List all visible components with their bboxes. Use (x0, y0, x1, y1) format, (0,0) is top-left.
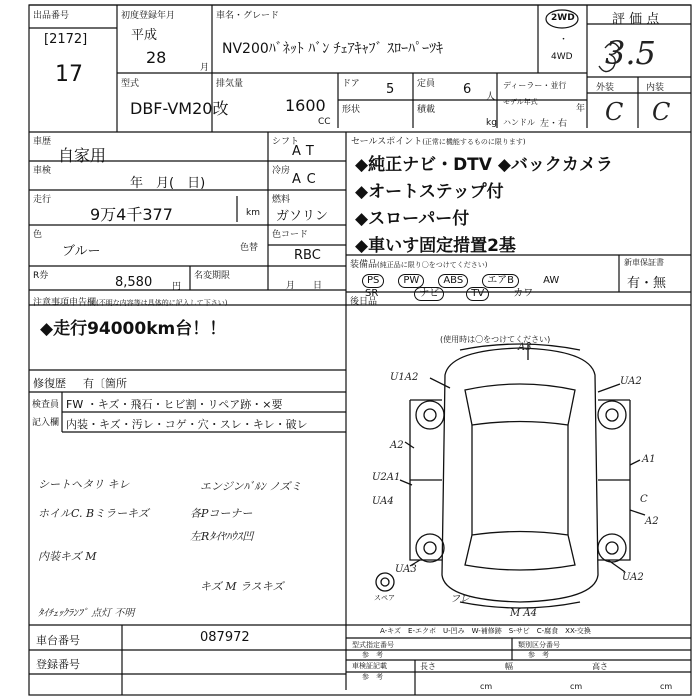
mark-a2-left: A2 (390, 440, 404, 451)
history-label: 車歴 (33, 137, 52, 147)
repair-label: 修復歴 (33, 377, 66, 390)
mark-ua2-rear-right: UA2 (622, 572, 644, 583)
exterior-label: 外装 (596, 83, 615, 93)
mileage-value: 9万4千377 (90, 205, 173, 224)
car-windshield (465, 384, 575, 425)
wheel-rear-left (416, 534, 444, 562)
model-cert-ref: 参 考 (362, 651, 383, 659)
afterwards-label: 後日品 (350, 297, 378, 307)
fuel-label: 燃料 (272, 195, 291, 205)
equipment-title: 装備品 (350, 260, 378, 270)
car-name: NV200ﾊﾞﾈｯﾄ ﾊﾞﾝ ﾁｪｱｷｬﾌﾞ ｽﾛｰﾊﾟｰﾂｷ (222, 41, 444, 57)
equip-navi: ナビ (414, 287, 444, 301)
mark-ua3: UA3 (395, 564, 417, 575)
class-label: 類別区分番号 (518, 641, 560, 649)
color-value: ブルー (62, 244, 101, 259)
handle-label: ハンドル (503, 118, 535, 127)
equip-tv: TV (466, 287, 489, 301)
equip-ps: PS (362, 274, 384, 288)
yen-unit: 円 (172, 282, 182, 292)
first-reg-era: 平成 (131, 28, 158, 43)
mark-a2-right: A2 (645, 516, 659, 527)
year-unit: 年 (576, 104, 586, 114)
capacity-value: 6 (463, 82, 472, 97)
shift-value: AT (292, 144, 320, 159)
color-code-label: 色コード (272, 230, 309, 240)
hand-note-7: 左Rﾀｲﾔﾊｳｽ凹 (190, 530, 254, 543)
inspector-row-1: FW ・キズ・飛石・ヒビ割・リペア跡・×要 (66, 398, 283, 411)
notes-text: ◆走行94000km台！！ (40, 319, 227, 339)
lot-label: 出品番号 (33, 11, 70, 21)
spare-label: スペア (374, 594, 395, 602)
equip-aw: AW (543, 275, 560, 286)
sales-points-label (351, 134, 526, 147)
hand-note-8: キズ M ラスキズ (200, 580, 284, 593)
mark-m-a4: M A4 (510, 608, 538, 619)
equip-leather: カワ (513, 288, 534, 299)
dims-ref: 参 考 (362, 673, 383, 681)
equipment-note: (純正品に限り〇をつけてください) (377, 261, 488, 269)
km-unit: km (246, 208, 260, 218)
title-deadline-label: 名変期限 (194, 271, 231, 281)
mark-ua4: UA4 (372, 496, 394, 507)
damage-legend: A-キズ E-エクボ U-凹み W-補修跡 S-サビ C-腐食 XX-交換 (380, 627, 591, 635)
fuel-value: ガソリン (276, 209, 329, 224)
color-change-label: 色替 (240, 243, 259, 253)
sales-point-2: ◆オートステップ付 (355, 182, 504, 202)
car-rear-window (465, 532, 575, 571)
person-unit: 人 (486, 92, 496, 102)
sales-point-4: ◆車いす固定措置2基 (355, 236, 516, 256)
hand-note-6: 各Pコーナー (190, 507, 253, 520)
interior-grade: C (652, 98, 671, 126)
sales-point-3: ◆スローパー付 (355, 209, 470, 229)
lot-code: [2172] (44, 32, 88, 47)
equip-sr: SR (365, 288, 379, 299)
length-unit: cm (480, 682, 493, 691)
lot-number: 17 (55, 62, 83, 87)
inspector-label-top: 検査員 (32, 400, 60, 410)
mark-c: C (640, 494, 648, 505)
inspector-row-2: 内装・キズ・汚レ・コゲ・穴・スレ・キレ・破レ (66, 418, 308, 431)
inspection-value: 年 月( 日) (130, 176, 206, 191)
capacity-label: 定員 (417, 79, 436, 89)
first-reg-label: 初度登録年月 (121, 11, 176, 21)
width-label: 幅 (505, 662, 513, 671)
spare-wheel (376, 573, 394, 591)
mark-fure: フレ (450, 594, 470, 605)
notes-title: 注意事項申告欄 (33, 298, 97, 308)
ac-label: 冷房 (272, 166, 291, 176)
wheel-front-right (598, 401, 626, 429)
shift-label: シフト (272, 137, 300, 147)
mark-u2a1: U2A1 (372, 472, 401, 483)
hand-note-3: 内装キズ M (38, 550, 97, 563)
color-code-value: RBC (294, 248, 321, 263)
width-unit: cm (570, 682, 583, 691)
hand-note-4: ﾀｲﾁｪｯｸﾗﾝﾌﾟ 点灯 不明 (38, 608, 135, 619)
inspection-label: 車検 (33, 166, 52, 176)
model-label: 型式 (121, 79, 140, 89)
hand-note-2: ホイルC. Bミラーキズ (38, 507, 149, 520)
diagram-note: (使用時は〇をつけてください) (440, 335, 551, 344)
chassis-label: 車台番号 (36, 634, 80, 647)
doors-value: 5 (386, 82, 395, 97)
drive-4wd: 4WD (551, 52, 573, 62)
model-value: DBF-VM20改 (130, 99, 229, 118)
length-label: 長さ (420, 662, 436, 671)
handle-value: 左・右 (540, 119, 568, 129)
equip-pw: PW (398, 274, 424, 288)
doors-label: ドア (342, 79, 360, 89)
mileage-label: 走行 (33, 195, 52, 205)
month-unit: 月 (200, 63, 210, 73)
wheel-front-left (416, 401, 444, 429)
warranty-value: 有・無 (627, 276, 667, 291)
model-year-label: モデル年式 (503, 98, 538, 106)
recycle-value: 8,580 (115, 275, 153, 290)
class-ref: 参 考 (528, 651, 549, 659)
equipment-row-2 (365, 281, 533, 301)
drive-dot: ・ (559, 35, 569, 45)
height-unit: cm (660, 682, 673, 691)
dealer-label: ディーラー・並行 (503, 81, 567, 90)
load-label: 積載 (417, 105, 436, 115)
recycle-label: R券 (33, 271, 49, 281)
car-name-label: 車名・グレード (216, 11, 280, 21)
equip-airbag: エアB (482, 274, 519, 288)
warranty-label: 新車保証書 (624, 258, 664, 267)
chassis-value: 087972 (200, 630, 250, 645)
dims-label: 車検証記載 (352, 662, 387, 670)
mark-ua2-front-right: UA2 (620, 376, 642, 387)
height-label: 高さ (592, 662, 608, 671)
registration-label: 登録番号 (36, 658, 80, 671)
notes-note: (不明な内容等は具体的に記入して下さい) (96, 299, 228, 307)
score-label: 評 価 点 (612, 12, 660, 27)
car-diagram (350, 320, 690, 620)
sales-points-title: セールスポイント (351, 137, 423, 147)
mark-a1-right: A1 (642, 454, 656, 465)
drive-2wd: 2WD (551, 13, 575, 23)
model-cert-label: 型式指定番号 (352, 641, 394, 649)
ac-value: AC (292, 172, 322, 187)
sales-points-note: (正常に機能するものに限ります) (422, 138, 526, 146)
sales-point-1: ◆純正ナビ・DTV ◆バックカメラ (355, 155, 613, 175)
interior-label: 内装 (646, 83, 665, 93)
cc-unit: CC (318, 117, 331, 127)
shape-label: 形状 (342, 105, 361, 115)
score-value: 3.5 (605, 34, 656, 72)
mark-u1a2: U1A2 (390, 372, 419, 383)
kg-unit: kg (486, 118, 497, 128)
color-label: 色 (33, 230, 43, 240)
inspector-label-bottom: 記入欄 (32, 418, 60, 428)
mark-a3: A3 (518, 342, 532, 353)
displacement-value: 1600 (285, 96, 326, 115)
notes-label (33, 295, 227, 308)
hand-note-5: エンジンﾊﾞﾙﾝ ノズミ (200, 480, 302, 493)
first-reg-year: 28 (146, 48, 167, 67)
exterior-grade: C (605, 98, 624, 126)
wheel-rear-right (598, 534, 626, 562)
equip-abs: ABS (438, 274, 468, 288)
history-value: 自家用 (58, 146, 107, 165)
title-deadline-value: 月 日 (286, 281, 323, 291)
displacement-label: 排気量 (216, 79, 244, 89)
repair-value: 有〔箇所 (83, 377, 127, 390)
hand-note-1: シートヘタリ キレ (38, 478, 130, 491)
